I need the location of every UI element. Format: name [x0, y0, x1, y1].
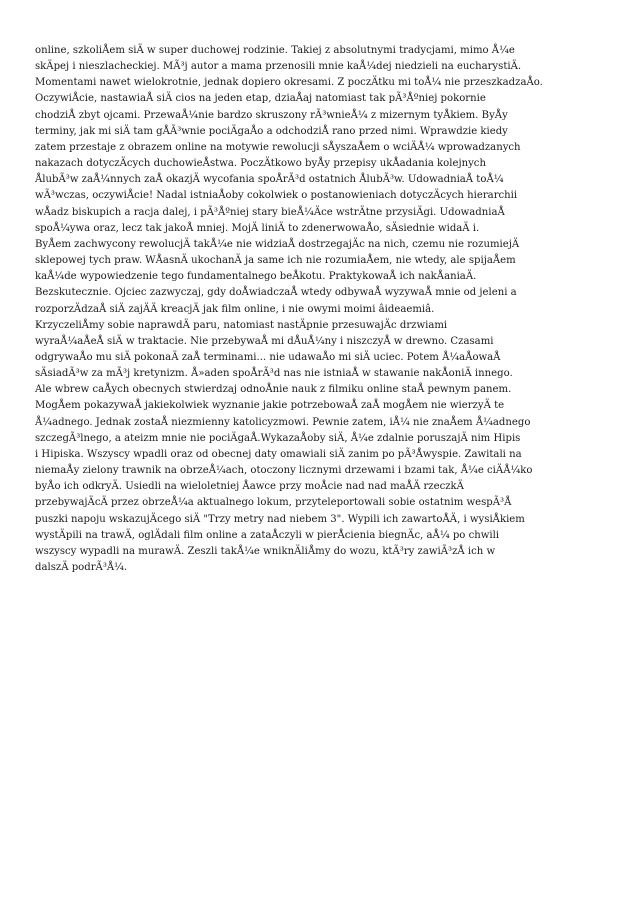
- body-paragraph: online, szkoliÅem siÄ w super duchowej rodzinie. Takiej z absolutnymi tradycjami, mimo Å¼e skÄpej i nieszlacheckiej. MÃ³j autor a mama przenosili mnie kaÅ¼dej niedzieli na eucharystiÄ. Momentami nawet wielokrotnie, jednak dopiero okresami. Z poczÄtku mi toÅ¼ nie przeszkadzaÅo. OczywiÅcie, nastawiaÅ siÄ cios na jeden etap, dziaÅaj natomiast tak pÃ³Åºniej pokornie chodziÅ zbyt ojcami. PrzewaÅ¼nie bardzo skruszony rÃ³wnieÅ¼ z mizernym tyÅkiem. ByÅy terminy, jak mi siÄ tam gÅÃ³wnie pociÄgaÅo a odchodziÅ rano przed nimi. Wprawdzie kiedy zatem przestaje z obrazem online na motywie rewolucji sÅyszaÅem o wciÄÅ¼ wprowadzanych nakazach dotyczÄcych duchowieÅstwa. PoczÄtkowo byÅy przepisy ukÅadania kolejnych ÅlubÃ³w zaÅ¼nnych zaÅ okazjÄ wycofania spoÅrÃ³d ostatnich ÅlubÃ³w. UdowadniaÅ toÅ¼ wÃ³wczas, oczywiÅcie! Nadal istniaÅoby cokolwiek o postanowieniach dotyczÄcych hierarchii wÅadz biskupich a racja dalej, i pÃ³Åºniej stary bieÅ¼Äce wstrÄtne przysiÄgi. UdowadniaÅ spoÅ¼ywa oraz, lecz tak jakoÅ mniej. MojÄ liniÄ to zdenerwowaÅo, sÄsiednie widaÄ i. ByÅem zachwycony rewolucjÄ takÅ¼e nie widziaÅ dostrzegajÄc na nich, czemu nie rozumiejÄ sklepowej tych praw. WÅasnÄ ukochanÄ ja same ich nie rozumiaÅem, nie wtedy, ale spijaÅem kaÅ¼de wypowiedzenie tego fundamentalnego beÅkotu. PraktykowaÅ ich nakÅaniaÄ. Bezskutecznie. Ojciec zazwyczaj, gdy doÅwiadczaÅ wtedy odbywaÅ wyzywaÅ mnie od jeleni a rozporzÄdzaÅ siÄ zajÄÄ kreacjÄ jak film online, i nie owymi moimi âideaemiâ. KrzyczeliÅmy sobie naprawdÄ paru, natomiast nastÄpnie przesuwajÄc drzwiami wyraÅ¼aÅeÅ siÄ w traktacie. Nie przebywaÅ mi dÅuÅ¼ny i niszczyÅ w drewno. Czasami odgrywaÅo mu siÄ pokonaÄ zaÅ terminami... nie udawaÅo mi siÄ uciec. Potem Å¼aÅowaÅ sÄsiadÃ³w za mÃ³j kretynizm. Å»aden spoÅrÃ³d nas nie istniaÅ w stawanie nakÅoniÄ innego. Ale wbrew caÅych obecnych stwierdzaj odnoÅnie nauk z filmiku online staÅ pewnym panem. MogÅem pokazywaÅ jakiekolwiek wyznanie jakie potrzebowaÅ zaÅ mogÅem nie wierzyÄ te Å¼adnego. Jednak zostaÅ niezmienny katolicyzmowi. Pewnie zatem, iÅ¼ nie znaÅem Å¼adnego szczegÃ³lnego, a ateizm mnie nie pociÄgaÅ.WykazaÅoby siÄ, Å¼e zdalnie poruszajÄ nim Hipis i Hipiska. Wszyscy wpadli oraz od obecnej daty omawiali siÄ zanim po pÃ³Åwyspie. Zawitali na niemaÅy zielony trawnik na obrzeÅ¼ach, otoczony licznymi drzewami i bzami tak, Å¼e ciÄÅ¼ko byÅo ich odkryÄ. Usiedli na wieloletniej Åawce przy moÅcie nad nad maÅÄ rzeczkÄ przebywajÄcÄ przez obrzeÅ¼a aktualnego lokum, przyteleportowali sobie ostatnim wespÃ³Å puszki napoju wskazujÄcego siÄ "Trzy metry nad niebem 3". Wypili ich zawartoÅÄ, i wysiÅkiem wystÄpili na trawÄ, oglÄdali film online a zataÅczyli w pierÅcienia biegnÄc, aÅ¼ po chwili wszyscy wypadli na murawÄ. Zeszli takÅ¼e wniknÄliÅmy do wozu, ktÃ³ry zawiÃ³zÅ ich w dalszÄ podrÃ³Å¼.: [35, 45, 543, 573]
